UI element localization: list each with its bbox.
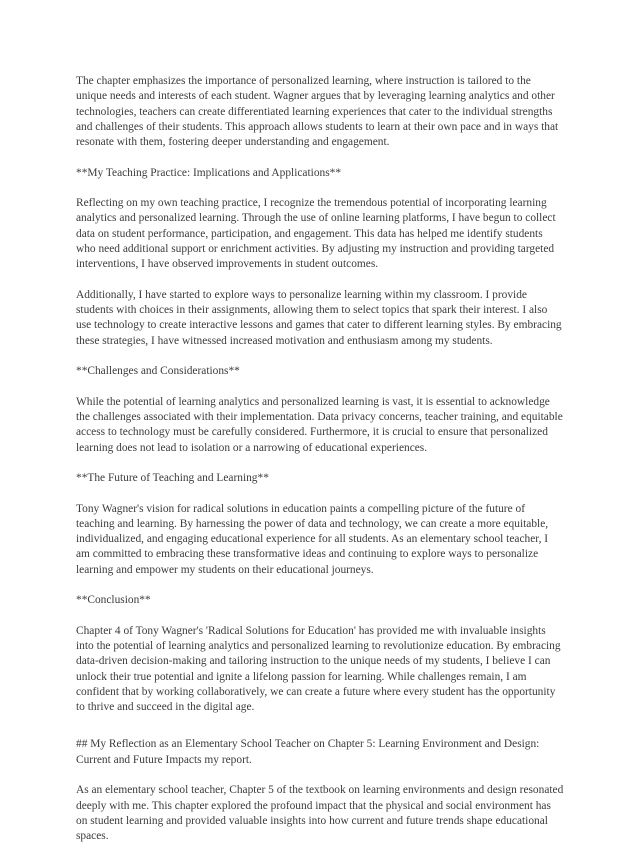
paragraph-personalized-learning: The chapter emphasizes the importance of personalized learning, where instruction is tailored to the unique needs and interests of each student. Wagner argues that by leveraging learning analytics and other technologies, teachers can create differentiated learning experiences that cater to the individual strengths and challenges of their students. This approach allows students to learn at their own pace and in ways that resonate with them, fostering deeper understanding and engagement. [76, 75, 559, 149]
paragraph-additionally: Additionally, I have started to explore ways to personalize learning within my classroom. I provide students with choices in their assignments, allowing them to select topics that spark their interest. I also use technology to create interactive lessons and games that cater to different learning styles. By embracing these strategies, I have witnessed increased motivation and enthusiasm among my students. [76, 288, 562, 347]
paragraph-chapter-5-intro: As an elementary school teacher, Chapter 5 of the textbook on learning environments and design resonated deeply with me. This chapter explored the profound impact that the physical and social environment has on student learning and provided valuable insights into how current and future trends shape educational spaces. [76, 784, 564, 843]
heading-teaching-practice: **My Teaching Practice: Implications and Applications** [76, 166, 342, 179]
heading-chapter-5-reflection: ## My Reflection as an Elementary School Teacher on Chapter 5: Learning Environment and Design: Current and Future Impacts my report. [76, 738, 540, 766]
document-page [76, 74, 564, 860]
paragraph-conclusion: Chapter 4 of Tony Wagner's 'Radical Solutions for Education' has provided me with invaluable insights into the potential of learning analytics and personalized learning to revolutionize education. By embracing data-driven decision-making and tailoring instruction to the unique needs of my students, I believe I can unlock their true potential and ignite a lifelong passion for learning. While challenges remain, I am confident that by working collaboratively, we can create a future where every student has the opportunity to thrive and succeed in the digital age. [76, 624, 561, 714]
paragraph-challenges: While the potential of learning analytics and personalized learning is vast, it is essential to acknowledge the challenges associated with their implementation. Data privacy concerns, teacher training, and equitable access to technology must be carefully considered. Furthermore, it is crucial to ensure that personalized learning does not lead to isolation or a narrowing of educational experiences. [76, 395, 563, 454]
heading-challenges: **Challenges and Considerations** [76, 365, 240, 378]
paragraph-reflecting: Reflecting on my own teaching practice, I recognize the tremendous potential of incorporating learning analytics and personalized learning. Through the use of online learning platforms, I have begun to collect data on student performance, participation, and engagement. This data has helped me identify students who need additional support or enrichment activities. By adjusting my instruction and providing targeted interventions, I have observed improvements in student outcomes. [76, 197, 556, 271]
heading-conclusion: **Conclusion** [76, 594, 151, 607]
heading-future: **The Future of Teaching and Learning** [76, 472, 269, 485]
paragraph-future: Tony Wagner's vision for radical solutions in education paints a compelling picture of the future of teaching and learning. By harnessing the power of data and technology, we can create a more equitable, individualized, and engaging educational experience for all students. As an elementary school teacher, I am committed to embracing these transformative ideas and continuing to explore ways to personalize learning and empower my students on their educational journeys. [76, 502, 549, 576]
